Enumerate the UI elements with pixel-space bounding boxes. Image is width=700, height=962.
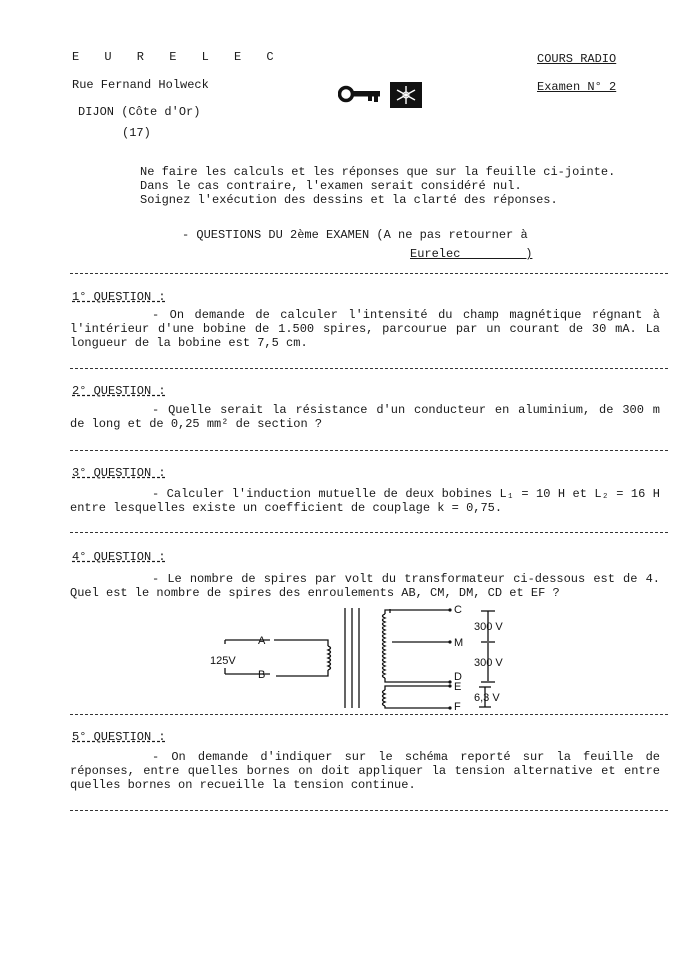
question-4-text: - Le nombre de spires par volt du transformateur ci-dessous est de 4. Quel est le nombre de spires des enroulements AB, CM, DM, CD et EF ? xyxy=(70,572,660,600)
voltage-ef-label: 6,3 V xyxy=(474,692,500,704)
separator xyxy=(70,532,668,533)
voltage-md-label: 300 V xyxy=(474,657,503,669)
eurelec-key-logo xyxy=(338,80,424,110)
terminal-d: D xyxy=(454,671,462,683)
separator xyxy=(70,810,668,811)
question-3-text: - Calculer l'induction mutuelle de deux bobines L₁ = 10 H et L₂ = 16 H entre lesquelles existe un coefficient de couplage k = 0,75. xyxy=(70,487,660,515)
section-title: - QUESTIONS DU 2ème EXAMEN (A ne pas retourner à xyxy=(182,228,528,242)
course-label: COURS RADIO xyxy=(537,52,617,66)
separator xyxy=(70,714,668,715)
separator xyxy=(70,368,668,369)
separator xyxy=(70,273,668,274)
city: DIJON (Côte d'Or) xyxy=(78,105,201,119)
instruction-line-2: Dans le cas contraire, l'examen serait considéré nul. xyxy=(140,179,522,193)
instruction-line-1: Ne faire les calculs et les réponses que sur la feuille ci-jointe. xyxy=(140,165,616,179)
snowflake-icon xyxy=(390,82,422,108)
section-title-continuation: Eurelec ) xyxy=(410,247,533,261)
question-4-label: 4° QUESTION : xyxy=(72,550,166,564)
exam-number: Examen N° 2 xyxy=(537,80,617,94)
terminal-e: E xyxy=(454,681,462,693)
question-5-text: - On demande d'indiquer sur le schéma reporté sur la feuille de réponses, entre quelles bornes on doit appliquer la tension alternative et entre quelles bornes on recueille la tension continue. xyxy=(70,750,660,792)
question-5-label: 5° QUESTION : xyxy=(72,730,166,744)
separator xyxy=(70,450,668,451)
street-address: Rue Fernand Holweck xyxy=(72,78,209,92)
company-name: E U R E L E C xyxy=(72,50,283,64)
terminal-c: C xyxy=(454,604,462,616)
primary-voltage-label: 125V xyxy=(210,655,236,667)
question-1-text: - On demande de calculer l'intensité du champ magnétique régnant à l'intérieur d'une bobine de 1.500 spires, parcourue par un courant de 30 mA. La longueur de la bobine est 7,5 cm. xyxy=(70,308,660,350)
question-2-label: 2° QUESTION : xyxy=(72,384,166,398)
transformer-diagram xyxy=(200,598,520,716)
terminal-m: M xyxy=(454,637,464,649)
question-3-label: 3° QUESTION : xyxy=(72,466,166,480)
voltage-cm-label: 300 V xyxy=(474,621,503,633)
terminal-b: B xyxy=(258,669,266,681)
key-icon xyxy=(340,88,381,103)
instruction-line-3: Soignez l'exécution des dessins et la clarté des réponses. xyxy=(140,193,558,207)
department-number: (17) xyxy=(122,126,151,140)
question-1-label: 1° QUESTION : xyxy=(72,290,166,304)
terminal-a: A xyxy=(258,635,266,647)
question-2-text: - Quelle serait la résistance d'un conducteur en aluminium, de 300 m de long et de 0,25 mm² de section ? xyxy=(70,403,660,431)
terminal-f: F xyxy=(454,701,461,713)
